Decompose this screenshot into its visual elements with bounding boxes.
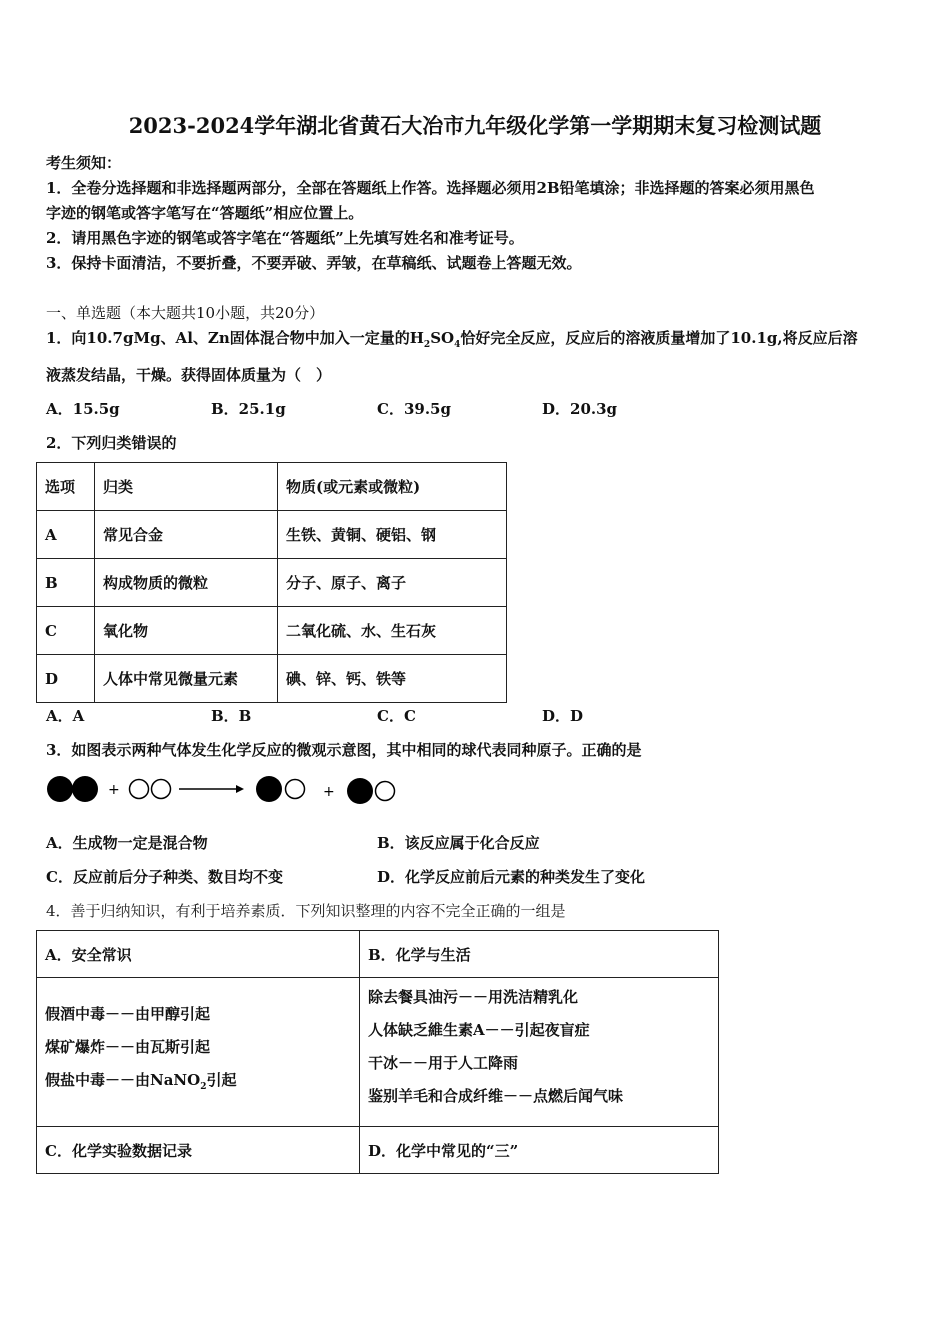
q1-option-b[interactable]: B．25.1g	[211, 400, 286, 418]
q2-header-category: 归类	[95, 463, 278, 511]
list-item: 鉴别羊毛和合成纤维－－点燃后闻气味	[368, 1087, 624, 1105]
q1-option-a[interactable]: A．15.5g	[46, 400, 120, 418]
notice-line-1b: 字迹的钢笔或答字笔写在“答题纸”相应位置上。	[46, 204, 364, 222]
table-cell: 氧化物	[95, 607, 278, 655]
q4-table	[36, 930, 719, 1174]
q4-cell-b-content	[360, 978, 719, 1127]
q2-header-option: 选项	[37, 463, 95, 511]
q2-option-c[interactable]: C．C	[377, 707, 416, 725]
table-cell: 生铁、黄铜、硬铝、钢	[278, 511, 507, 559]
q4-cell-c-heading: C．化学实验数据记录	[37, 1127, 360, 1174]
product-molecule-2	[347, 778, 395, 804]
product-molecule-1	[256, 776, 305, 802]
table-cell: B	[37, 559, 95, 607]
section-heading: 一、单选题（本大题共10小题，共20分）	[46, 304, 325, 322]
reaction-arrow	[179, 785, 244, 793]
reaction-diagram	[40, 768, 410, 812]
q2-table	[36, 462, 507, 703]
q4-cell-a-content	[37, 978, 360, 1127]
q4-cell-b-heading: B．化学与生活	[360, 931, 719, 978]
table-cell: 碘、锌、钙、铁等	[278, 655, 507, 703]
q3-option-b[interactable]: B．该反应属于化合反应	[377, 834, 540, 852]
table-cell: 二氧化硫、水、生石灰	[278, 607, 507, 655]
q3-option-c[interactable]: C．反应前后分子种类、数目均不变	[46, 868, 283, 886]
table-cell: A	[37, 511, 95, 559]
q2-option-d[interactable]: D．D	[542, 707, 584, 725]
q1-stem-line1: 1．向10.7gMg、Al、Zn固体混合物中加入一定量的$H_2SO_4$恰好完全反应，反应后的溶液质量增加了10.1g,将反应后溶	[46, 329, 858, 350]
list-item: 干冰－－用于人工降雨	[368, 1054, 519, 1072]
table-cell: 构成物质的微粒	[95, 559, 278, 607]
list-item: 假盐中毒－－由NaNO$_2$引起	[45, 1071, 237, 1092]
q3-option-a[interactable]: A．生成物一定是混合物	[46, 834, 208, 852]
table-row	[37, 511, 507, 559]
q2-stem: 2．下列归类错误的	[46, 434, 177, 452]
list-item: 除去餐具油污－－用洗洁精乳化	[368, 988, 579, 1006]
notice-line-1a: 1．全卷分选择题和非选择题两部分，全部在答题纸上作答。选择题必须用2B铅笔填涂；非选择题的答案必须用黑色	[46, 179, 815, 197]
q1-stem-line2: 液蒸发结晶，干燥。获得固体质量为（ ）	[46, 366, 332, 384]
reactant-molecule-1	[47, 776, 98, 802]
table-cell: 分子、原子、离子	[278, 559, 507, 607]
table-row	[37, 559, 507, 607]
table-cell: C	[37, 607, 95, 655]
table-cell: 常见合金	[95, 511, 278, 559]
table-row	[37, 655, 507, 703]
table-cell: D	[37, 655, 95, 703]
page-title: 2023-2024学年湖北省黄石大冶市九年级化学第一学期期末复习检测试题	[128, 113, 822, 138]
list-item: 假酒中毒－－由甲醇引起	[45, 1005, 211, 1023]
q1-option-d[interactable]: D．20.3g	[542, 400, 618, 418]
plus-sign: +	[323, 784, 335, 800]
q2-option-a[interactable]: A．A	[46, 707, 85, 725]
q4-stem: 4．善于归纳知识，有利于培养素质．下列知识整理的内容不完全正确的一组是	[46, 902, 566, 920]
notice-heading: 考生须知：	[46, 154, 122, 172]
q2-header-substance: 物质(或元素或微粒)	[278, 463, 507, 511]
q1-option-c[interactable]: C．39.5g	[377, 400, 451, 418]
q4-cell-d-heading: D．化学中常见的“三”	[360, 1127, 719, 1174]
list-item: 人体缺乏維生素A－－引起夜盲症	[368, 1021, 590, 1039]
plus-sign: +	[108, 782, 120, 798]
q3-option-d[interactable]: D．化学反应前后元素的种类发生了变化	[377, 868, 646, 886]
notice-line-3: 3．保持卡面清洁，不要折叠，不要弄破、弄皱，在草稿纸、试题卷上答题无效。	[46, 254, 582, 272]
list-item: 煤矿爆炸－－由瓦斯引起	[45, 1038, 211, 1056]
q3-stem: 3．如图表示两种气体发生化学反应的微观示意图，其中相同的球代表同种原子。正确的是	[46, 741, 642, 759]
table-row	[37, 607, 507, 655]
q2-option-b[interactable]: B．B	[211, 707, 252, 725]
q4-cell-a-heading: A．安全常识	[37, 931, 360, 978]
reactant-molecule-2	[130, 780, 171, 799]
notice-line-2: 2．请用黑色字迹的钢笔或答字笔在“答题纸”上先填写姓名和准考证号。	[46, 229, 524, 247]
table-cell: 人体中常见微量元素	[95, 655, 278, 703]
